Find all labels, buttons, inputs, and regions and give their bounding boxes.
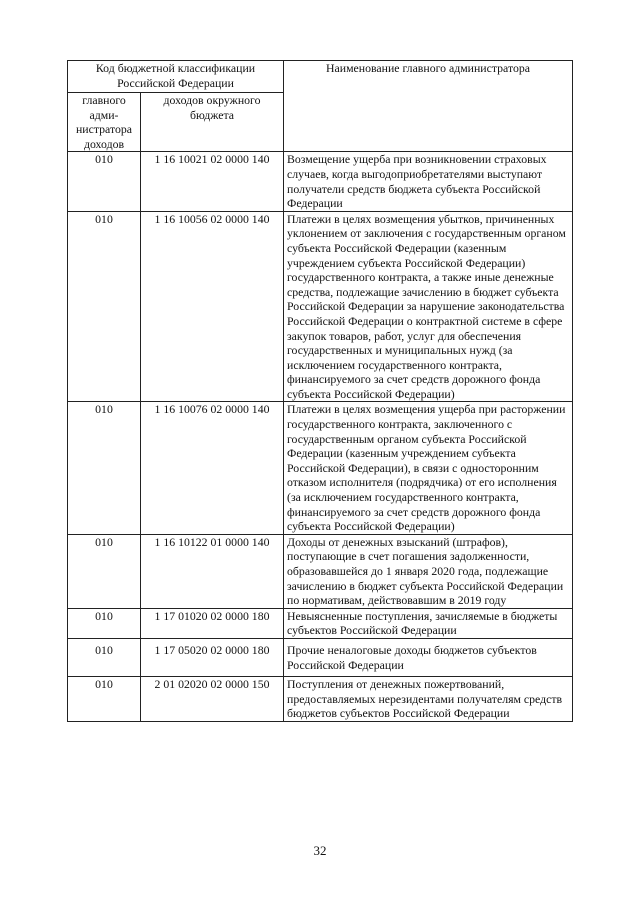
admin-code-cell: 010 (68, 211, 141, 402)
table-row (68, 402, 573, 534)
table-row (68, 211, 573, 402)
admin-name-cell: Платежи в целях возмещения убытков, причиненных уклонением от заключения с государственным органом субъекта Российской Федерации (казенным учреждением субъекта Российской Федерации) государственного контракта, а также иные денежные средства, подлежащие зачислению в бюджет субъекта Российской Федерации за нарушение законодательства Российской Федерации о контрактной системе в сфере закупок товаров, работ, услуг для обеспечения государственных и муниципальных нужд (за исключением государственного контракта, финансируемого за счет средств дорожного фонда субъекта Российской Федерации) (284, 211, 573, 402)
admin-column-header: главного адми-нистратора доходов (68, 93, 141, 152)
admin-name-cell: Платежи в целях возмещения ущерба при расторжении государственного контракта, заключенного с государственным органом субъекта Российской Федерации (казенным учреждением субъекта Российской Федерации), в связи с односторонним отказом исполнителя (подрядчика) от его исполнения (за исключением государственного контракта, финансируемого за счет средств дорожного фонда субъекта Российской Федерации) (284, 402, 573, 534)
income-column-header: доходов окружного бюджета (141, 93, 284, 152)
page-number: 32 (313, 843, 327, 858)
table-header-row (68, 61, 573, 93)
admin-name-cell: Поступления от денежных пожертвований, предоставляемых нерезидентами получателям средств бюджетов субъектов Российской Федерации (284, 677, 573, 722)
admin-code-cell: 010 (68, 638, 141, 676)
table-row (68, 152, 573, 211)
income-code-cell: 1 16 10122 01 0000 140 (141, 534, 284, 608)
table-row (68, 677, 573, 722)
admin-name-cell: Прочие неналоговые доходы бюджетов субъектов Российской Федерации (284, 638, 573, 676)
admin-name-cell: Невыясненные поступления, зачисляемые в бюджеты субъектов Российской Федерации (284, 608, 573, 638)
admin-name-cell: Возмещение ущерба при возникновении страховых случаев, когда выгодоприобретателями выступают получатели средств бюджета субъекта Российской Федерации (284, 152, 573, 211)
income-code-cell: 1 17 05020 02 0000 180 (141, 638, 284, 676)
income-code-cell: 1 16 10076 02 0000 140 (141, 402, 284, 534)
admin-name-cell: Доходы от денежных взысканий (штрафов), поступающие в счет погашения задолженности, образовавшейся до 1 января 2020 года, подлежащие зачислению в бюджет субъекта Российской Федерации по нормативам, действовавшим в 2019 году (284, 534, 573, 608)
table-row (68, 638, 573, 676)
admin-code-cell: 010 (68, 608, 141, 638)
income-code-cell: 2 01 02020 02 0000 150 (141, 677, 284, 722)
admin-code-cell: 010 (68, 152, 141, 211)
table-row (68, 534, 573, 608)
income-code-cell: 1 16 10056 02 0000 140 (141, 211, 284, 402)
admin-code-cell: 010 (68, 402, 141, 534)
admin-code-cell: 010 (68, 677, 141, 722)
budget-classification-table (67, 60, 573, 722)
income-code-cell: 1 16 10021 02 0000 140 (141, 152, 284, 211)
table-row (68, 608, 573, 638)
code-group-header: Код бюджетной классификации Российской Федерации (68, 61, 284, 93)
name-column-header: Наименование главного администратора (284, 61, 573, 152)
table-body (68, 152, 573, 722)
admin-code-cell: 010 (68, 534, 141, 608)
income-code-cell: 1 17 01020 02 0000 180 (141, 608, 284, 638)
